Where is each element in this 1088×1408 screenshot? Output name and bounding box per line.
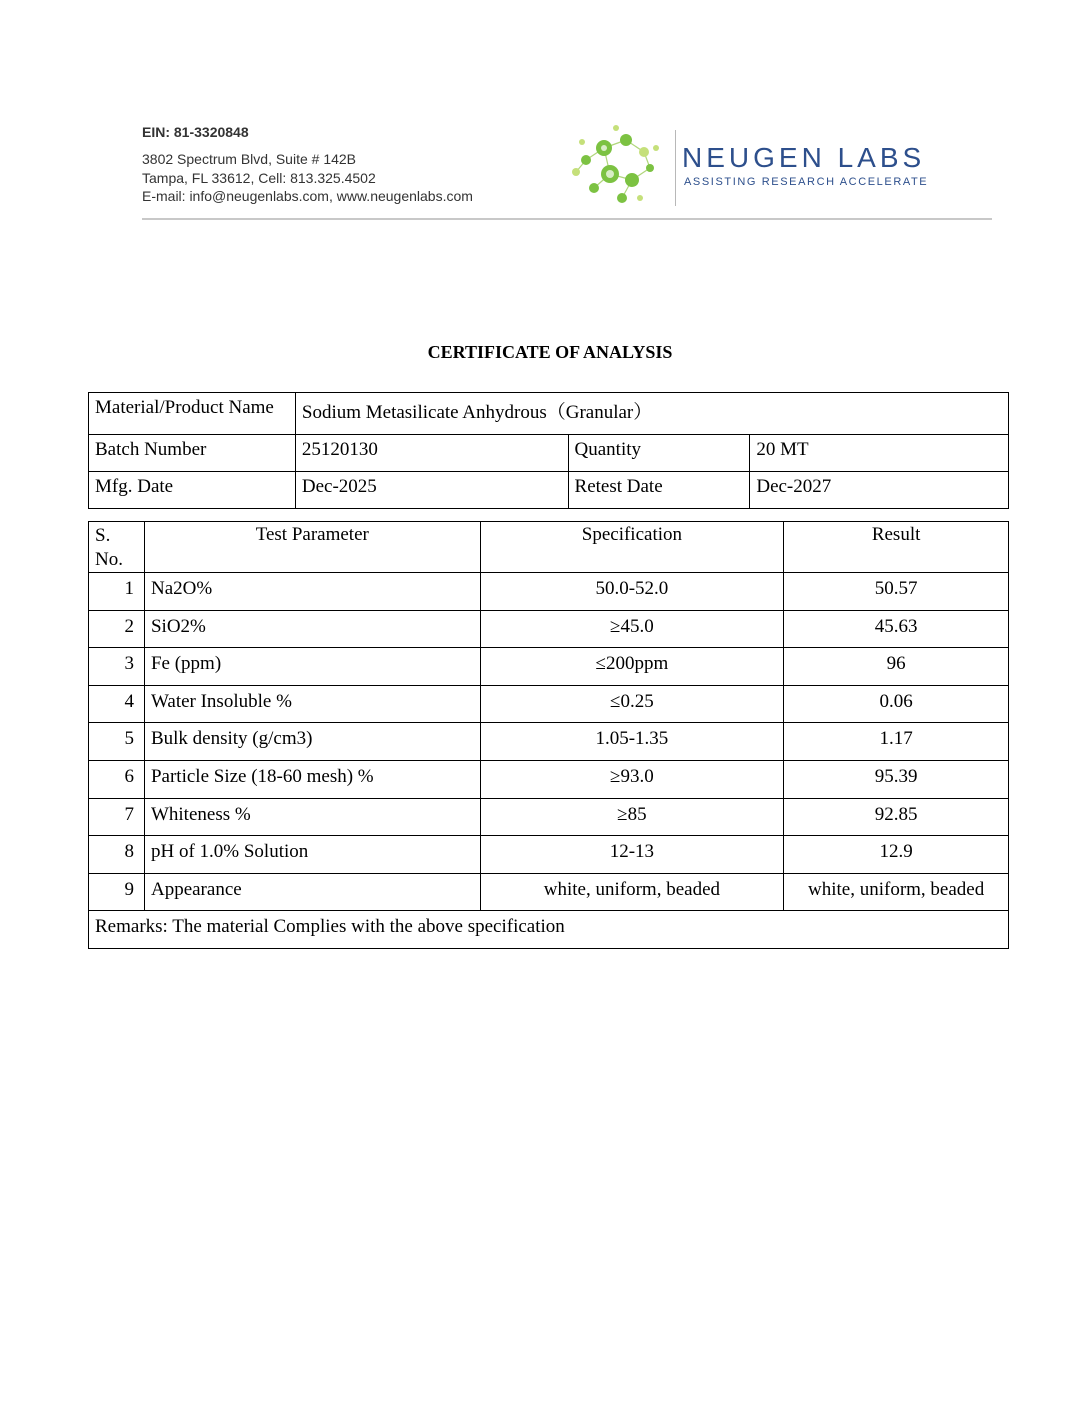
row-parameter: Particle Size (18-60 mesh) % — [144, 760, 480, 798]
batch-number-value: 25120130 — [295, 435, 568, 472]
company-logo — [566, 118, 996, 210]
row-number: 4 — [89, 685, 145, 723]
product-info-table — [88, 392, 1009, 509]
row-specification: white, uniform, beaded — [480, 873, 784, 911]
retest-date-value: Dec-2027 — [750, 472, 1009, 509]
address-line-1: 3802 Spectrum Blvd, Suite # 142B — [142, 151, 357, 167]
row-specification: ≤0.25 — [480, 685, 784, 723]
table-row — [89, 573, 1009, 611]
table-row — [89, 836, 1009, 874]
row-result: 0.06 — [784, 685, 1009, 723]
row-parameter: Bulk density (g/cm3) — [144, 723, 480, 761]
ein-number: EIN: 81-3320848 — [142, 124, 249, 140]
remarks-text: Remarks: The material Complies with the above specification — [89, 911, 1009, 949]
row-number: 9 — [89, 873, 145, 911]
row-result: 12.9 — [784, 836, 1009, 874]
molecule-logo-icon — [566, 118, 666, 210]
row-specification: ≥85 — [480, 798, 784, 836]
quantity-label: Quantity — [568, 435, 750, 472]
date-row — [89, 472, 1009, 509]
row-number: 8 — [89, 836, 145, 874]
logo-name: NEUGEN LABS — [682, 142, 926, 173]
row-number: 5 — [89, 723, 145, 761]
header-parameter: Test Parameter — [144, 522, 480, 573]
document-title: CERTIFICATE OF ANALYSIS — [427, 342, 673, 362]
row-number: 7 — [89, 798, 145, 836]
batch-number-label: Batch Number — [89, 435, 296, 472]
product-name-value: Sodium Metasilicate Anhydrous（Granular） — [295, 393, 1008, 435]
row-result: 1.17 — [784, 723, 1009, 761]
table-row — [89, 873, 1009, 911]
contact-line: E-mail: info@neugenlabs.com, www.neugenlabs.com — [142, 188, 473, 204]
row-parameter: pH of 1.0% Solution — [144, 836, 480, 874]
row-number: 2 — [89, 610, 145, 648]
row-result: white, uniform, beaded — [784, 873, 1009, 911]
table-row — [89, 723, 1009, 761]
row-parameter: Whiteness % — [144, 798, 480, 836]
company-contact-block — [142, 124, 473, 206]
row-parameter: Fe (ppm) — [144, 648, 480, 686]
retest-date-label: Retest Date — [568, 472, 750, 509]
row-result: 95.39 — [784, 760, 1009, 798]
test-results-table — [88, 521, 1009, 949]
logo-tagline: ASSISTING RESEARCH ACCELERATE — [684, 176, 929, 188]
product-name-label: Material/Product Name — [89, 393, 296, 435]
row-specification: 1.05-1.35 — [480, 723, 784, 761]
header-specification: Specification — [480, 522, 784, 573]
table-row — [89, 648, 1009, 686]
remarks-row — [89, 911, 1009, 949]
address-line-2: Tampa, FL 33612, Cell: 813.325.4502 — [142, 169, 376, 186]
row-specification: 50.0-52.0 — [480, 573, 784, 611]
quantity-value: 20 MT — [750, 435, 1009, 472]
row-parameter: Water Insoluble % — [144, 685, 480, 723]
row-parameter: Appearance — [144, 873, 480, 911]
row-result: 50.57 — [784, 573, 1009, 611]
table-row — [89, 760, 1009, 798]
mfg-date-value: Dec-2025 — [295, 472, 568, 509]
row-specification: ≤200ppm — [480, 648, 784, 686]
row-number: 6 — [89, 760, 145, 798]
table-row — [89, 685, 1009, 723]
row-number: 1 — [89, 573, 145, 611]
header-divider — [142, 218, 992, 220]
row-specification: ≥45.0 — [480, 610, 784, 648]
header-result: Result — [784, 522, 1009, 573]
table-row — [89, 798, 1009, 836]
header-sno: S. No. — [89, 522, 145, 573]
row-parameter: Na2O% — [144, 573, 480, 611]
row-result: 96 — [784, 648, 1009, 686]
table-row — [89, 610, 1009, 648]
row-parameter: SiO2% — [144, 610, 480, 648]
mfg-date-label: Mfg. Date — [89, 472, 296, 509]
row-number: 3 — [89, 648, 145, 686]
row-specification: ≥93.0 — [480, 760, 784, 798]
batch-row — [89, 435, 1009, 472]
test-table-header — [89, 522, 1009, 573]
row-result: 45.63 — [784, 610, 1009, 648]
row-result: 92.85 — [784, 798, 1009, 836]
row-specification: 12-13 — [480, 836, 784, 874]
logo-divider — [675, 130, 676, 206]
product-name-row — [89, 393, 1009, 435]
